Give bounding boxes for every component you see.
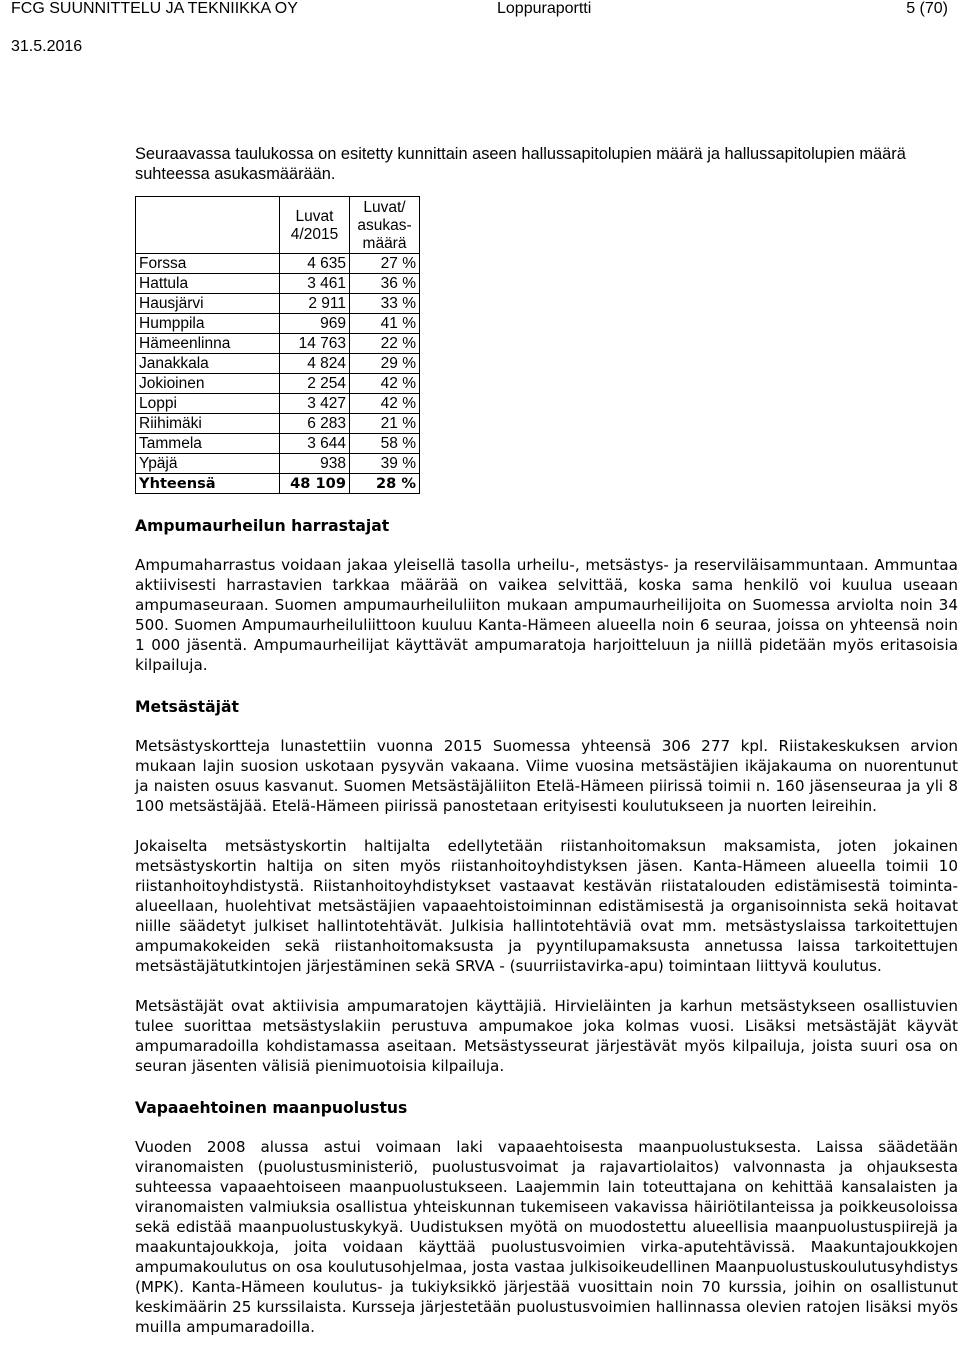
body-paragraph: Metsästäjät ovat aktiivisia ampumaratojen käyttäjiä. Hirvieläinten ja karhun metsästykseen osallistuvien tulee suorittaa metsästyslakiin perustuva ampumakoe joka kolmas vuosi. Lisäksi metsästäjät käyvät ampumaradoilla kohdistamassa aseitaan. Metsästysseurat järjestävät myös kilpailuja, joista suuri osa on seuran jäsenten välisiä pienimuotoisia kilpailuja. bbox=[135, 997, 958, 1075]
body-paragraph: Jokaiselta metsästyskortin haltijalta edellytetään riistanhoitomaksun maksamista, joten jokainen metsästyskortin haltija on siten myös riistanhoitoyhdistyksen jäsen. Kanta-Hämeen alueella toimii 10 riistanhoitoyhdistystä. Riistanhoitoyhdistykset vastaavat kestävän riistatalouden edistämisestä toiminta-alueellaan, huolehtivat metsästäjien vapaaehtoistoiminnan edistämisestä ja organisoinnista sekä hoitavat niille säädetyt julkiset hallintotehtävät. Julkisia hallintotehtäviä ovat mm. metsästyslaissa tarkoitettujen ampumakokeiden sekä riistanhoitomaksusta ja pyyntilupamaksusta annetussa laissa tarkoitettujen metsästäjätutkintojen järjestäminen sekä SRVA - (suurriistavirka-apu) toimintaan liittyvä koulutus. bbox=[135, 837, 958, 975]
table-cell-num: 6 283 bbox=[280, 414, 350, 434]
table-cell-pct: 42 % bbox=[350, 394, 420, 414]
body-paragraph: Ampumaharrastus voidaan jakaa yleisellä tasolla urheilu-, metsästys- ja reserviläisammuntaan. Ammuntaa aktiivisesti harrastavien tarkkaa määrää on vaikea selvittää, koska sama henkilö voi kuulua useaan ampumaseuraan. Suomen ampumaurheiluliiton mukaan ampumaurheilijoita on Suomessa arviolta noin 34 500. Suomen Ampumaurheiluliittoon kuuluu Kanta-Hämeen alueella noin 6 seuraa, joissa on yhteensä noin 1 000 jäsentä. Ampumaurheilijat käyttävät ampumaratoja harjoitteluun ja niillä pidetään myös eritasoisia kilpailuja. bbox=[135, 556, 958, 674]
table-row bbox=[136, 254, 420, 274]
table-row bbox=[136, 434, 420, 454]
page-header bbox=[0, 0, 960, 22]
table-cell-num: 3 644 bbox=[280, 434, 350, 454]
header-luvat-text: Luvat 4/2015 bbox=[290, 208, 339, 243]
table-cell-name: Jokioinen bbox=[136, 374, 280, 394]
table-cell-name: Janakkala bbox=[136, 354, 280, 374]
table-cell-name: Tammela bbox=[136, 434, 280, 454]
table-row bbox=[136, 414, 420, 434]
table-cell-pct: 41 % bbox=[350, 314, 420, 334]
header-doc-title: Loppuraportti bbox=[497, 0, 592, 17]
table-row bbox=[136, 274, 420, 294]
table-cell-pct: 42 % bbox=[350, 374, 420, 394]
table-cell-pct: 58 % bbox=[350, 434, 420, 454]
table-header-cell bbox=[136, 197, 280, 254]
table-cell-name: Loppi bbox=[136, 394, 280, 414]
table-header-cell bbox=[350, 197, 420, 254]
table-cell-num: 14 763 bbox=[280, 334, 350, 354]
table-cell-name: Ypäjä bbox=[136, 454, 280, 474]
table-row bbox=[136, 354, 420, 374]
header-org: FCG SUUNNITTELU JA TEKNIIKKA OY bbox=[11, 0, 298, 17]
table-header-cell bbox=[280, 197, 350, 254]
table-cell-num: 4 635 bbox=[280, 254, 350, 274]
section-heading: Vapaaehtoinen maanpuolustus bbox=[135, 1099, 408, 1117]
table-cell-pct: 21 % bbox=[350, 414, 420, 434]
table-cell-pct: 28 % bbox=[350, 474, 420, 494]
table-row bbox=[136, 374, 420, 394]
table-cell-num: 938 bbox=[280, 454, 350, 474]
table-cell-num: 2 911 bbox=[280, 294, 350, 314]
sections-container bbox=[135, 494, 958, 1337]
header-date: 31.5.2016 bbox=[11, 38, 83, 55]
table-cell-pct: 39 % bbox=[350, 454, 420, 474]
table-row bbox=[136, 454, 420, 474]
table-cell-pct: 22 % bbox=[350, 334, 420, 354]
table-cell-pct: 29 % bbox=[350, 354, 420, 374]
header-ratio-text: Luvat/ asukas-määrä bbox=[357, 199, 412, 252]
table-cell-num: 48 109 bbox=[280, 474, 350, 494]
table-row bbox=[136, 294, 420, 314]
table-cell-name: Forssa bbox=[136, 254, 280, 274]
table-cell-name: Riihimäki bbox=[136, 414, 280, 434]
body-paragraph: Metsästyskortteja lunastettiin vuonna 2015 Suomessa yhteensä 306 277 kpl. Riistakeskuksen arvion mukaan lajin suosion uskotaan pysyvän vakaana. Viime vuosina metsästäjien ikäjakauma on nuorentunut ja naisten osuus kasvanut. Suomen Metsästäjäliiton Etelä-Hämeen piirissä toimii n. 160 jäsenseuraa ja yli 8 100 metsästäjää. Etelä-Hämeen piirissä panostetaan erityisesti koulutukseen ja nuorten leireihin. bbox=[135, 737, 958, 815]
table-row bbox=[136, 314, 420, 334]
table-body bbox=[136, 254, 420, 494]
body-paragraph: Vuoden 2008 alussa astui voimaan laki vapaaehtoisesta maanpuolustuksesta. Laissa säädetään viranomaisten (puolustusministeriö, puolustusvoimat ja rajavartiolaitos) valvonnasta ja ohjauksesta suhteessa vapaaehtoiseen maanpuolustukseen. Laajemmin lain toteuttajana on kehittää kansalaisten ja viranomaisten valmiuksia osallistua yhteiskunnan tukemiseen vakavissa häiriötilanteissa ja poikkeusoloissa sekä edistää maanpuolustuskykyä. Uudistuksen myötä on muodostettu alueellisia maanpuolustuspiirejä ja maakuntajoukkoja, joita voidaan käyttää puolustusvoimien virka-aputehtävissä. Maakuntajoukkojen ampumakoulutus on osa koulutusohjelmaa, josta vastaa julkisoikeudellinen Maanpuolustuskoulutusyhdistys (MPK). Kanta-Hämeen koulutus- ja tukiyksikkö järjestää vuosittain noin 70 kurssia, joihin on osallistunut keskimäärin 25 kurssilaista. Kursseja järjestetään puolustusvoimien hallinnassa olevien ratojen lisäksi myös muilla ampumaradoilla. bbox=[135, 1138, 958, 1336]
table-cell-num: 969 bbox=[280, 314, 350, 334]
table-cell-num: 3 427 bbox=[280, 394, 350, 414]
table-cell-name: Yhteensä bbox=[136, 474, 280, 494]
table-total-row bbox=[136, 474, 420, 494]
table-cell-name: Hattula bbox=[136, 274, 280, 294]
permits-table bbox=[135, 196, 420, 494]
table-cell-pct: 33 % bbox=[350, 294, 420, 314]
table-cell-num: 2 254 bbox=[280, 374, 350, 394]
table-cell-num: 3 461 bbox=[280, 274, 350, 294]
table-cell-num: 4 824 bbox=[280, 354, 350, 374]
section-heading: Ampumaurheilun harrastajat bbox=[135, 517, 390, 535]
table-cell-pct: 36 % bbox=[350, 274, 420, 294]
table-header-row bbox=[136, 197, 420, 254]
table-cell-name: Hausjärvi bbox=[136, 294, 280, 314]
table-cell-name: Humppila bbox=[136, 314, 280, 334]
intro-paragraph: Seuraavassa taulukossa on esitetty kunnittain aseen hallussapitolupien määrä ja hallussapitolupien määrä suhteessa asukasmäärään. bbox=[135, 145, 906, 183]
table-cell-name: Hämeenlinna bbox=[136, 334, 280, 354]
table-cell-pct: 27 % bbox=[350, 254, 420, 274]
table-row bbox=[136, 334, 420, 354]
section-heading: Metsästäjät bbox=[135, 698, 239, 716]
table-row bbox=[136, 394, 420, 414]
document-body bbox=[135, 144, 958, 1337]
header-page-number: 5 (70) bbox=[906, 0, 948, 17]
